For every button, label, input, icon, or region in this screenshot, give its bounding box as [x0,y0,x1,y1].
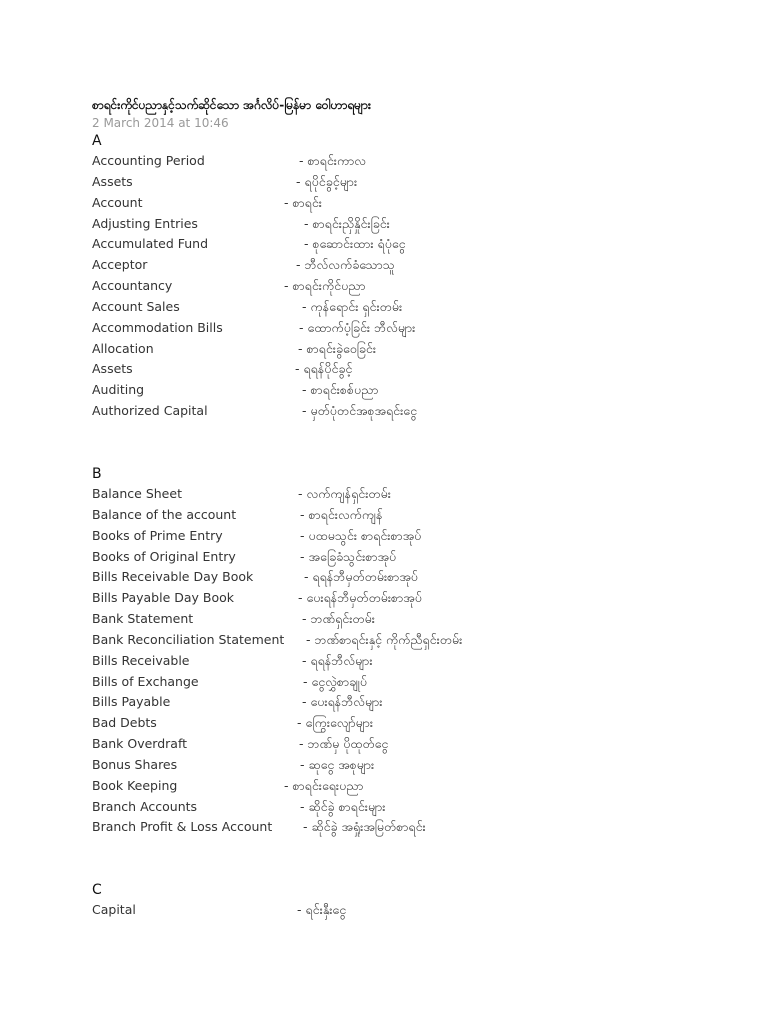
glossary-section [92,880,732,921]
entry-term: Assets [92,361,133,377]
glossary-entry [92,193,732,214]
section-letter: A [92,133,102,149]
entry-term: Accounting Period [92,153,205,168]
entry-definition: - ဆုငွေ အစုများ [300,756,375,772]
entry-term: Auditing [92,382,145,398]
glossary-entry [92,297,732,318]
entry-definition: - ပထမသွင်း စာရင်းစာအုပ် [300,527,422,543]
glossary-entry [92,609,732,630]
glossary-entry [92,214,732,235]
document-title: စာရင်းကိုင်ပညာနှင့်သက်ဆိုင်သော အင်္ဂလိပ်-မြန်မာ ဝေါဟာရများ [92,98,371,112]
entry-term: Balance Sheet [92,485,182,501]
entry-term: Book Keeping [92,777,178,793]
entry-definition: - ကုန်ရောင်း ရှင်းတမ်း [302,298,403,314]
entry-definition: - စာရင်းကိုင်ပညာ [284,278,366,294]
entry-term: Acceptor [92,257,148,273]
entry-definition: - ဘဏ်စာရင်းနှင့် ကိုက်ညီရှင်းတမ်း [306,631,463,647]
glossary-entry [92,817,732,838]
glossary-entry [92,380,732,401]
entry-term: Accountancy [92,278,173,294]
glossary-entry [92,692,732,713]
entry-term: Bills of Exchange [92,673,199,689]
entry-term: Bank Reconciliation Statement [92,631,285,647]
document-date: 2 March 2014 at 10:46 [92,116,229,130]
glossary [92,131,732,921]
entry-term: Books of Original Entry [92,548,236,564]
entry-term: Balance of the account [92,506,237,522]
entry-definition: - မှတ်ပုံတင်အစုအရင်းငွေ [302,403,418,419]
entry-definition: - ပေးရန်ဘီမှတ်တမ်းစာအုပ် [298,590,422,606]
entry-definition: - ဘဏ်မှ ပိုထုတ်ငွေ [299,736,389,752]
entry-term: Adjusting Entries [92,215,198,231]
entry-term: Capital [92,902,136,918]
glossary-section [92,131,732,422]
entry-term: Allocation [92,340,154,356]
glossary-entry [92,588,732,609]
entry-term: Accommodation Bills [92,319,223,335]
glossary-entry [92,234,732,255]
entry-term: Bank Overdraft [92,736,188,752]
glossary-entry [92,151,732,172]
glossary-entry [92,505,732,526]
entry-definition: - လက်ကျန်ရှင်းတမ်း [298,485,391,501]
entry-term: Branch Profit & Loss Account [92,819,273,835]
entry-definition: - ရရန်ဘီမှတ်တမ်းစာအုပ် [304,569,418,585]
section-letter: C [92,882,102,899]
section-gap [92,838,732,880]
entry-definition: - စုဆောင်းထား ရံပုံငွေ [304,236,406,252]
glossary-entry [92,276,732,297]
glossary-entry [92,484,732,505]
entry-definition: - စာရင်းရေးပညာ [284,777,364,793]
glossary-entry [92,359,732,380]
entry-definition: - စာရင်းခွဲဝေခြင်း [298,340,377,356]
glossary-entry [92,630,732,651]
entry-term: Bad Debts [92,715,157,731]
section-gap [92,422,732,464]
entry-definition: - အခြေခံသွင်းစာအုပ် [300,548,397,564]
entry-definition: - ပေးရန်ဘီလ်များ [302,694,383,710]
document-page [92,96,732,921]
entry-term: Bills Payable [92,694,171,710]
entry-term: Accumulated Fund [92,236,209,252]
entry-definition: - စာရင်း [284,194,322,210]
glossary-entry [92,567,732,588]
glossary-entry [92,672,732,693]
entry-definition: - ငွေလွှဲစာချုပ် [303,673,368,689]
entry-definition: - စာရင်းညှိနှိုင်းခြင်း [304,215,390,231]
entry-definition: - ရင်းနှီးငွေ [297,902,347,918]
entry-definition: - ရရန်ပိုင်ခွင့် [295,361,353,377]
glossary-entry [92,900,732,921]
entry-definition: - ကြွေးလျော်များ [297,715,374,731]
entry-definition: - ဆိုင်ခွဲ စာရင်းများ [300,798,386,814]
entry-term: Bills Receivable Day Book [92,569,254,585]
glossary-entry [92,401,732,422]
glossary-section [92,464,732,838]
entry-term: Authorized Capital [92,403,208,419]
glossary-entry [92,755,732,776]
glossary-entry [92,172,732,193]
glossary-entry [92,547,732,568]
entry-term: Bonus Shares [92,756,178,772]
glossary-entry [92,776,732,797]
entry-definition: - ဆိုင်ခွဲ အရှုံးအမြတ်စာရင်း [303,819,426,835]
entry-definition: - စာရင်းစစ်ပညာ [302,382,379,398]
entry-definition: - စာရင်းလက်ကျန် [300,506,383,522]
entry-definition: - ရပိုင်ခွင့်များ [296,173,358,189]
entry-definition: - ရရန်ဘီလ်များ [302,652,373,668]
glossary-entry [92,651,732,672]
glossary-entry [92,713,732,734]
entry-term: Assets [92,173,133,189]
entry-definition: - ဘီလ်လက်ခံသောသူ [296,257,395,273]
glossary-entry [92,734,732,755]
entry-term: Books of Prime Entry [92,527,223,543]
entry-term: Branch Accounts [92,798,198,814]
entry-term: Bank Statement [92,611,194,627]
entry-definition: - စာရင်းကာလ [299,153,367,168]
glossary-entry [92,339,732,360]
entry-definition: - ထောက်ပံ့ခြင်း ဘီလ်များ [299,319,416,335]
entry-term: Bills Receivable [92,652,190,668]
glossary-entry [92,255,732,276]
entry-term: Account Sales [92,298,180,314]
entry-term: Bills Payable Day Book [92,590,235,606]
glossary-entry [92,526,732,547]
entry-term: Account [92,194,143,210]
section-letter: B [92,465,102,482]
glossary-entry [92,318,732,339]
entry-definition: - ဘဏ်ရှင်းတမ်း [302,611,375,627]
glossary-entry [92,797,732,818]
